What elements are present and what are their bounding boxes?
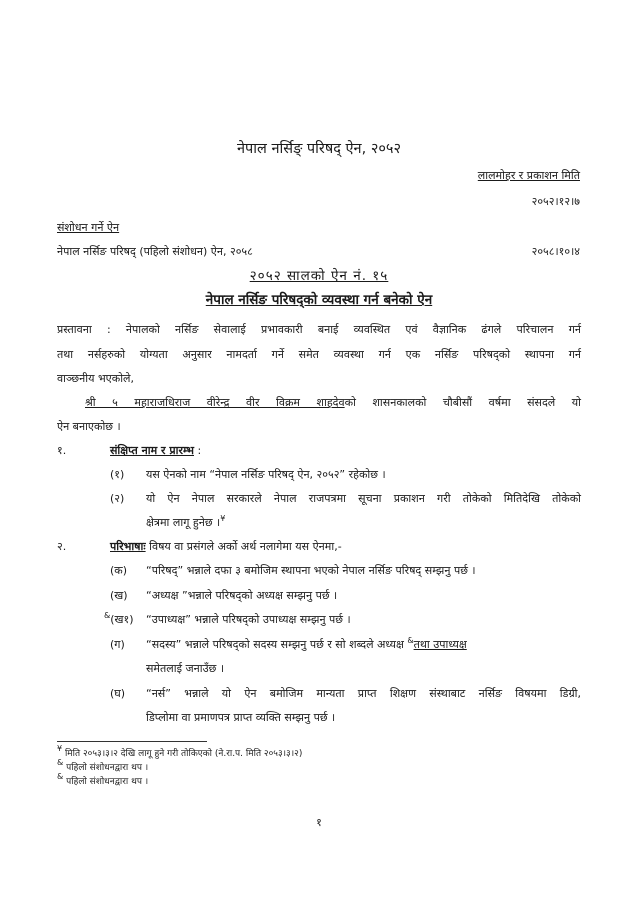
footnote — [57, 760, 148, 773]
amended-text: तथा उपाध्यक्ष — [413, 638, 467, 651]
clause-text: “उपाध्यक्ष” भन्नाले परिषद्को उपाध्यक्ष सम्झनु पर्छ । — [146, 613, 351, 626]
preamble-line-1: प्रस्तावना : नेपालको नर्सिङ सेवालाई प्रभावकारी बनाई व्यवस्थित एवं वैज्ञानिक ढंगले परिचालन गर्न — [57, 323, 581, 336]
amendment-heading: संशोधन गर्ने ऐन — [57, 221, 120, 234]
preamble-line-3: वाञ्छनीय भएकोले, — [57, 372, 135, 385]
section-1-heading-suffix: : — [194, 444, 202, 457]
amendment-name: नेपाल नर्सिङ परिषद् (पहिलो संशोधन) ऐन, २०५८ — [57, 245, 253, 258]
clause-text-line-2: क्षेत्रमा लागू हुनेछ । — [146, 516, 221, 529]
clause-text — [146, 637, 467, 652]
section-1-heading-row — [110, 443, 201, 458]
preamble-line-4-rest: को शासनकालको चौबीसौं वर्षमा संसदले यो — [344, 396, 581, 409]
preamble-line-4 — [85, 395, 581, 410]
clause-text-continued — [146, 515, 225, 530]
footnote-marker: & — [104, 611, 111, 620]
clause-number: (ख) — [110, 589, 128, 602]
clause-text: “नर्स” भन्नाले यो ऐन बमोजिम मान्यता प्राप्त शिक्षण संस्थाबाट नर्सिङ विषयमा डिग्री, — [146, 687, 581, 700]
amendment-date: २०५८।१०।४ — [531, 245, 580, 258]
clause-number: (क) — [110, 564, 128, 577]
act-long-title: नेपाल नर्सिङ परिषद्को व्यवस्था गर्न बनेको ऐन — [205, 292, 433, 308]
act-title: नेपाल नर्सिङ् परिषद् ऐन, २०५२ — [237, 141, 401, 157]
footnote — [57, 774, 148, 787]
footnote-text: पहिलो संशोधनद्वारा थप । — [66, 763, 149, 773]
act-number: २०५२ सालको ऐन नं. १५ — [249, 268, 389, 284]
clause-text: “अध्यक्ष ”भन्नाले परिषद्को अध्यक्ष सम्झनु पर्छ । — [146, 589, 338, 602]
clause-number: (ख१) — [110, 613, 134, 626]
clause-text-continued: डिप्लोमा वा प्रमाणपत्र प्राप्त व्यक्ति सम्झनु पर्छ । — [146, 711, 336, 724]
clause-text-line-1: “सदस्य” भन्नाले परिषद्को सदस्य सम्झनु पर्छ र सो शब्दले अध्यक्ष — [146, 638, 408, 651]
clause-text-continued: समेतलाई जनाउँछ । — [146, 662, 225, 675]
section-2-intro: विषय वा प्रसंगले अर्को अर्थ नलागेमा यस ऐनमा,- — [145, 540, 342, 553]
clause-text: “परिषद्” भन्नाले दफा ३ बमोजिम स्थापना भएको नेपाल नर्सिङ परिषद् सम्झनु पर्छ । — [146, 564, 476, 577]
footnote-mark: & — [57, 758, 64, 767]
footnote-mark: & — [57, 772, 64, 781]
king-name: श्री ५ महाराजधिराज वीरेन्द्र वीर विक्रम शाहदेव — [85, 396, 345, 409]
section-2-number: २. — [57, 540, 67, 553]
clause-number: (घ) — [110, 687, 126, 700]
section-1-heading: संक्षिप्त नाम र प्रारम्भ — [110, 444, 194, 457]
clause-number: (१) — [110, 468, 125, 481]
clause-number-row — [104, 612, 134, 627]
footnote-mark: ¥ — [57, 744, 63, 753]
clause-text: यो ऐन नेपाल सरकारले नेपाल राजपत्रमा सूचना प्रकाशन गरी तोकेको मितिदेखि तोकेको — [146, 492, 581, 505]
clause-number: (२) — [110, 492, 125, 505]
footnote — [57, 746, 302, 759]
section-1-number: १. — [57, 444, 67, 457]
footnote-text: मिति २०५३।३।२ देखि लागू हुने गरी तोकिएको (ने.रा.प. मिति २०५३।३।२) — [64, 749, 303, 759]
publication-date: २०५२।१२।७ — [531, 195, 580, 208]
footnote-marker: & — [407, 636, 414, 645]
clause-number: (ग) — [110, 638, 125, 651]
preamble-line-2: तथा नर्सहरुको योग्यता अनुसार नामदर्ता गर्ने समेत व्यवस्था गर्न एक नर्सिङ परिषद्को स्थापना गर्न — [57, 348, 581, 361]
footnote-marker: ¥ — [220, 514, 226, 523]
clause-text: यस ऐनको नाम “नेपाल नर्सिङ परिषद् ऐन, २०५२” रहेकोछ । — [146, 468, 386, 481]
section-2-heading-row — [110, 539, 342, 554]
publication-label: लालमोहर र प्रकाशन मिति — [477, 169, 580, 182]
section-2-heading: परिभाषाः — [110, 540, 146, 553]
footnote-divider — [57, 741, 207, 742]
footnote-text: पहिलो संशोधनद्वारा थप । — [66, 777, 149, 787]
page-number: १ — [316, 816, 322, 829]
preamble-line-5: ऐन बनाएकोछ । — [57, 420, 121, 433]
